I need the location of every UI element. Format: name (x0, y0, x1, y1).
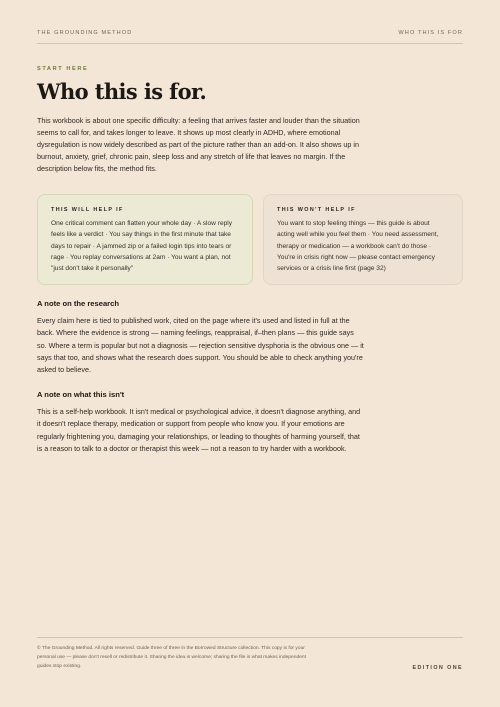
page-title: Who this is for. (37, 79, 207, 104)
footer-copyright: © The Grounding Method. All rights reserved. Guide three of three in the Borrowed Structure collection. This copy is for your personal use — please don't resell or redistribute it. Sharing the idea is welcome; sharing the file is what makes independent guides stop existing. (37, 646, 306, 669)
footer-edition: EDITION ONE (412, 665, 463, 671)
wont-help-text: You want to stop feeling things — this guide is about acting well while you feel them · You need assessment, therapy or medication — a workbook can't do those · You're in crisis right now — please contact emergency services or a crisis line first (page 32) (277, 220, 439, 273)
wont-help-card (263, 194, 463, 285)
fit-cards (37, 194, 463, 285)
header-divider (37, 43, 463, 44)
section-eyebrow: START HERE (37, 66, 89, 72)
header-section-name: WHO THIS IS FOR (398, 30, 463, 36)
will-help-card (37, 194, 253, 285)
disclaimer-heading: A note on what this isn't (37, 390, 125, 399)
page (37, 0, 463, 707)
research-heading: A note on the research (37, 299, 120, 308)
footer-divider (37, 637, 463, 638)
disclaimer-paragraph: This is a self-help workbook. It isn't medical or psychological advice, it doesn't diagnose anything, and it doesn't replace therapy, medication or support from people who know you. If your emotions are regularly frightening you, damaging your relationships, or leading to thoughts of harming yourself, that is a reason to talk to a doctor or therapist this week — not a reason to try harder with a workbook. (37, 407, 361, 453)
research-paragraph: Every claim here is tied to published work, cited on the page where it's used and listed in full at the back. Where the evidence is strong — naming feelings, reappraisal, if–then plans — this guide says so. Where a term is popular but not a diagnosis — rejection sensitive dysphoria is the obvious one — it says that too, and shows what the research does support. You should be able to check anything you're asked to believe. (37, 316, 364, 375)
wont-help-label: THIS WON'T HELP IF (277, 207, 356, 213)
will-help-text: One critical comment can flatten your whole day · A slow reply feels like a verdict · You say things in the first minute that take days to repair · A jammed zip or a failed login tips into tears or rage · You replay conversations at 2am · You want a plan, not "just don't take it personally" (51, 220, 233, 273)
intro-paragraph: This workbook is about one specific difficulty: a feeling that arrives faster and louder than the situation seems to call for, and takes longer to leave. It shows up most clearly in ADHD, where emotional dysregulation is now widely described as part of the picture rather than an add-on. It also shows up in burnout, anxiety, grief, chronic pain, sleep loss and any stretch of life that leaves no margin. If the description below fits, the method fits. (37, 116, 360, 173)
header-publication-name: THE GROUNDING METHOD (37, 30, 133, 36)
running-header (37, 30, 463, 36)
will-help-label: THIS WILL HELP IF (51, 207, 124, 213)
